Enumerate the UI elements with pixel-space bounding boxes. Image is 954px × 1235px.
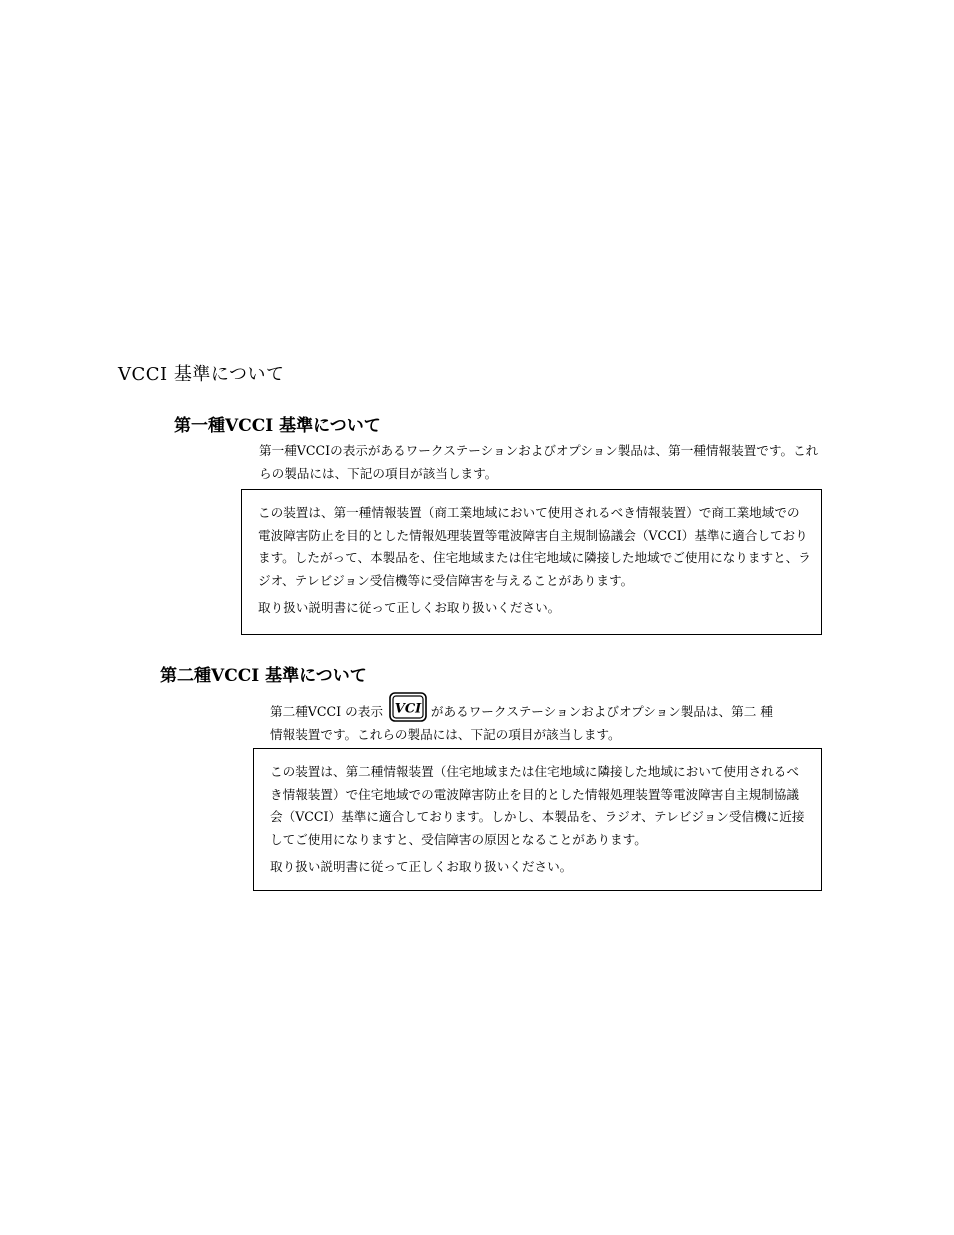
section2-intro-after-mark: があるワークステーションおよびオプション製品は、第二 種 [430,704,773,719]
section1-notice-text: この装置は、第一種情報装置（商工業地域において使用されるべき情報装置）で商工業地域での電波障害防止を目的とした情報処理装置等電波障害自主規制協議会（VCCI）基準に適合しております。したがって、本製品を、住宅地域または住宅地域に隣接した地域でご使用になりますと、ラジオ、テレビジョン受信機等に受信障害を与えることがあります。 [258,505,811,588]
page-title: VCCI 基準について [118,364,285,385]
section1-notice-footer: 取り扱い説明書に従って正しくお取り扱いください。 [258,600,561,615]
vcci-mark-icon [389,692,427,722]
section2-notice-text: この装置は、第二種情報装置（住宅地域または住宅地域に隣接した地域において使用されるべき情報装置）で住宅地域での電波障害防止を目的とした情報処理装置等電波障害自主規制協議会（VCCI）基準に適合しております。しかし、本製品を、ラジオ、テレビジョン受信機に近接してご使用になりますと、受信障害の原因となることがあります。 [270,764,805,847]
section2-heading: 第二種VCCI 基準について [160,666,367,686]
section1-heading: 第一種VCCI 基準について [174,416,381,436]
section2-intro [270,692,815,746]
section2-notice-footer: 取り扱い説明書に従って正しくお取り扱いください。 [270,859,573,874]
section1-intro: 第一種VCCIの表示があるワークステーションおよびオプション製品は、第一種情報装置です。これらの製品には、下記の項目が該当します。 [259,443,819,481]
vcci-mark-text: VCI [394,701,422,717]
section1-notice-box [241,489,822,635]
section2-notice-box [253,748,822,891]
section2-intro-line1 [270,692,815,723]
section2-intro-line2: 情報装置です。これらの製品には、下記の項目が該当します。 [270,727,621,742]
section2-intro-before-mark: 第二種VCCI の表示 [270,704,383,719]
